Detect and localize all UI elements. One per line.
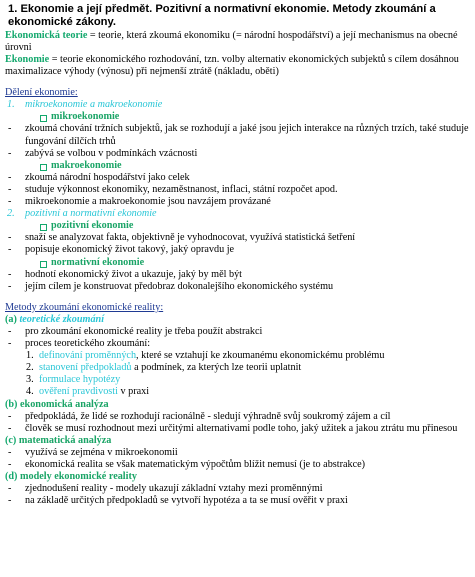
list-item: - popisuje ekonomický život takový, jaký opravdu je — [5, 244, 470, 256]
step-item: 2. stanovení předpokladů a podmínek, za kterých lze teorii uplatnit — [26, 362, 302, 374]
square-bullet-icon — [40, 224, 47, 231]
list-item: 1. mikroekonomie a makroekonomie — [7, 99, 163, 111]
section-heading-methods: Metody zkoumání ekonomické reality: — [5, 301, 164, 313]
square-bullet-icon — [40, 164, 47, 171]
step-item: 1. definování proměnných, které se vztahují ke zkoumanému ekonomickému problému — [26, 350, 385, 362]
list-item: - studuje výkonnost ekonomiky, nezaměstnanost, inflaci, státní rozpočet apod. — [5, 184, 470, 196]
square-bullet-icon — [40, 261, 47, 268]
method-heading: (a) teoretické zkoumání — [5, 313, 105, 325]
list-item: - na základě určitých předpokladů se vytvoří hypotéza a ta se musí ověřit v praxi — [5, 495, 470, 507]
list-item: 2. pozitivní a normativní ekonomie — [7, 208, 157, 220]
list-item: - zkoumá národní hospodářství jako celek — [5, 172, 470, 184]
list-item: - člověk se musí rozhodnout mezi určitými alternativami podle toho, jaký užitek a jakou ztrátu mu přinesou — [5, 423, 470, 435]
step-item: 4. ověření pravdivosti v praxi — [26, 386, 150, 398]
list-item: - zjednodušení reality - modely ukazují základní vztahy mezi proměnnými — [5, 483, 470, 495]
method-heading: (d) modely ekonomické reality — [5, 471, 137, 483]
list-item: makroekonomie — [5, 160, 470, 172]
list-item: - zabývá se volbou v podmínkách vzácnosti — [5, 148, 470, 160]
page-title: 1. Ekonomie a její předmět. Pozitivní a normativní ekonomie. Metody zkoumání a ekonomické zákony. — [8, 3, 436, 29]
list-item: pozitivní ekonomie — [5, 220, 470, 232]
list-item: - mikroekonomie a makroekonomie jsou navzájem provázané — [5, 196, 470, 208]
list-item: - předpokládá, že lidé se rozhodují racionálně - sledují výhradně svůj soukromý zájem a cíl — [5, 411, 470, 423]
definition-2 — [5, 54, 470, 78]
list-item: mikroekonomie — [5, 111, 470, 123]
method-heading: (b) ekonomická analýza — [5, 398, 109, 410]
list-item: - proces teoretického zkoumání: — [5, 338, 470, 350]
definition-1 — [5, 30, 470, 54]
definition-term: Ekonomická teorie — [5, 29, 88, 41]
list-item: - ekonomická realita se však matematickým výpočtům blížit nemusí (je to abstrakce) — [5, 459, 470, 471]
list-item: - jejím cílem je konstruovat předobraz dokonalejšího ekonomického systému — [5, 281, 470, 293]
list-item: - zkoumá chování tržních subjektů, jak se rozhodují a jaké jsou jejich interakce na různých trzích, také studuje fungování dílčích trhů — [5, 123, 470, 147]
list-item: - snaží se analyzovat fakta, objektivně je vyhodnocovat, využívá statistická šetření — [5, 232, 470, 244]
definition-text: = teorie ekonomického rozhodování, tzn. volby alternativ ekonomických subjektů s cílem dosáhnou maximalizace výhody (výnosu) při nejmenší ztrátě (nákladu, oběti) — [5, 54, 459, 78]
step-item: 3. formulace hypotézy — [26, 374, 121, 386]
method-heading: (c) matematická analýza — [5, 434, 112, 446]
list-item: - pro zkoumání ekonomické reality je třeba použít abstrakci — [5, 326, 470, 338]
section-heading-division: Dělení ekonomie: — [5, 87, 78, 99]
list-item: - využívá se zejména v mikroekonomii — [5, 447, 470, 459]
list-item: normativní ekonomie — [5, 257, 470, 269]
square-bullet-icon — [40, 115, 47, 122]
definition-term: Ekonomie — [5, 54, 50, 65]
definition-text: = teorie, která zkoumá ekonomiku (= národní hospodářství) a její mechanismus na obecné úrovni — [5, 29, 458, 53]
list-item: - hodnotí ekonomický život a ukazuje, jaký by měl být — [5, 269, 470, 281]
